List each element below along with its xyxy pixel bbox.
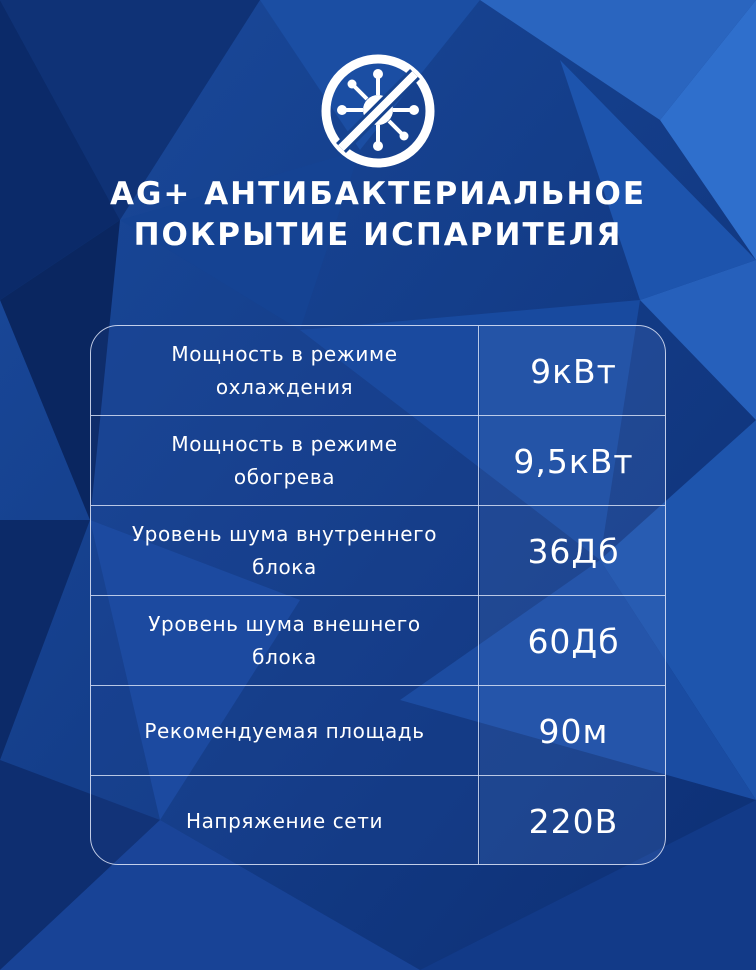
table-row: [91, 686, 665, 776]
spec-label-text: Уровень шума внутреннего блока: [131, 522, 438, 579]
specs-table: [90, 325, 666, 865]
title-line-1: AG+ АНТИБАКТЕРИАЛЬНОЕ: [109, 176, 647, 212]
row-divider: [91, 685, 665, 686]
spec-label: [91, 776, 478, 865]
spec-label: [91, 506, 478, 596]
spec-label: [91, 686, 478, 776]
spec-value: 9кВт: [480, 326, 666, 416]
spec-label: [91, 416, 478, 506]
column-divider: [478, 326, 479, 864]
row-divider: [91, 415, 665, 416]
table-row: [91, 416, 665, 506]
page-title: [0, 174, 756, 256]
spec-value: 220В: [480, 776, 666, 865]
spec-value: 36Дб: [480, 506, 666, 596]
row-divider: [91, 595, 665, 596]
row-divider: [91, 775, 665, 776]
spec-label: [91, 326, 478, 416]
spec-label-text: Мощность в режиме охлаждения: [171, 342, 398, 399]
spec-label-text: Мощность в режиме обогрева: [171, 432, 398, 489]
spec-label-text: Уровень шума внешнего блока: [148, 612, 421, 669]
table-row: [91, 776, 665, 865]
title-line-2: ПОКРЫТИЕ ИСПАРИТЕЛЯ: [133, 217, 623, 253]
spec-label-text: Рекомендуемая площадь: [144, 718, 425, 743]
spec-label: [91, 596, 478, 686]
spec-value: 90м: [480, 686, 666, 776]
table-row: [91, 596, 665, 686]
spec-value: 9,5кВт: [480, 416, 666, 506]
table-row: [91, 506, 665, 596]
spec-label-text: Напряжение сети: [185, 808, 384, 833]
spec-value: 60Дб: [480, 596, 666, 686]
no-virus-icon: [319, 52, 437, 170]
table-row: [91, 326, 665, 416]
row-divider: [91, 505, 665, 506]
